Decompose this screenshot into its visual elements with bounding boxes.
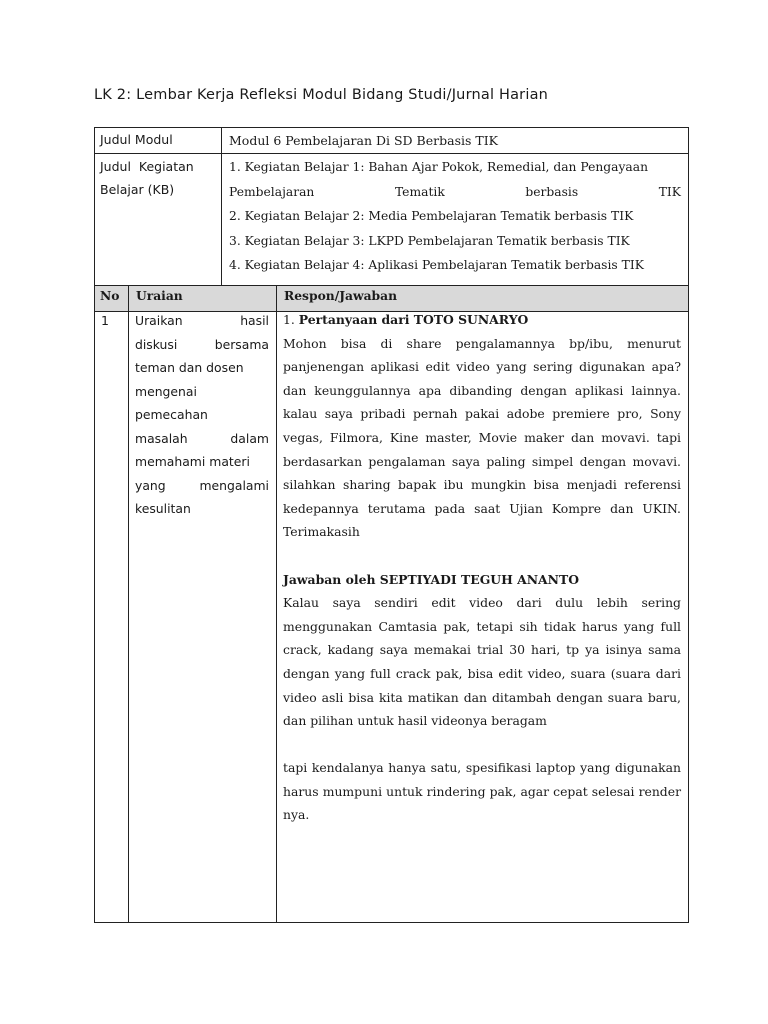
- uraian-line: [135, 309, 269, 333]
- kb-word: Tematik: [394, 184, 445, 199]
- uraian-word: bersama: [214, 336, 269, 352]
- uraian-line: [135, 427, 269, 451]
- kb-item-1-text: 1. Kegiatan Belajar 1: Bahan Ajar Pokok, Remedial, dan Pengayaan: [229, 160, 649, 174]
- judul-kb-label-line2: Belajar (KB): [100, 182, 175, 197]
- question-text: Mohon bisa di share pengalamannya bp/ibu, menurut panjenengan aplikasi edit video yang sering digunakan apa? dan keunggulannya apa dibanding dengan aplikasi lainnya. kalau saya pribadi pernah pakai adobe premiere pro, Sony vegas, Filmora, Kine master, Movie maker dan movavi. tapi berdasarkan pengalaman saya paling simpel dengan movavi. silahkan sharing bapak ibu mungkin bisa menjadi referensi kedepannya terutama pada saat Ujian Kompre dan UKIN. Terimakasih: [283, 335, 681, 540]
- kb-item-4: 4. Kegiatan Belajar 4: Aplikasi Pembelajaran Tematik berbasis TIK: [229, 258, 644, 272]
- document-title: LK 2: Lembar Kerja Refleksi Modul Bidang Studi/Jurnal Harian: [94, 87, 549, 103]
- uraian-line: mengenai: [135, 383, 197, 399]
- table-divider-no: [128, 285, 129, 923]
- question-number: 1.: [283, 312, 295, 327]
- uraian-word: mengalami: [199, 477, 269, 493]
- uraian-word: diskusi: [135, 336, 178, 352]
- judul-kb-label: [100, 155, 216, 201]
- uraian-word: yang: [135, 477, 166, 493]
- uraian-word: masalah: [135, 430, 188, 446]
- uraian-line: [135, 333, 269, 357]
- table-border-top: [94, 127, 689, 128]
- uraian-word: Uraikan: [135, 313, 183, 328]
- row-number: 1: [101, 313, 109, 328]
- uraian-line: kesulitan: [135, 501, 191, 516]
- table-border-right: [688, 127, 689, 923]
- table-border-row1: [94, 153, 689, 154]
- kb-list: [229, 155, 681, 278]
- answer-title: Jawaban oleh SEPTIYADI TEGUH ANANTO: [283, 571, 579, 587]
- spacer: [283, 544, 681, 568]
- uraian-line: [135, 474, 269, 498]
- uraian-line: pemecahan: [135, 407, 208, 422]
- answer-text: Kalau saya sendiri edit video dari dulu lebih sering menggunakan Camtasia pak, tetapi sih tidak harus yang full crack, kadang saya memakai trial 30 hari, tp ya isinya sama dengan yang full crack pak, bisa edit video, suara (suara dari video asli bisa kita matikan dan ditambah dengan suara baru, dan pilihan untuk hasil videonya beragam: [283, 595, 681, 729]
- header-uraian: Uraian: [136, 288, 183, 303]
- kb-word: berbasis: [525, 184, 579, 199]
- header-no: No: [100, 288, 120, 303]
- judul-kb-label-line1: Judul Kegiatan: [100, 159, 194, 174]
- uraian-line: teman dan dosen: [135, 360, 244, 375]
- response-cell: [283, 308, 681, 827]
- uraian-cell: [135, 309, 269, 521]
- kb-item-1-continuation: [229, 180, 681, 205]
- table-border-bottom: [94, 922, 689, 923]
- uraian-word: hasil: [240, 313, 269, 328]
- kb-word: Pembelajaran: [229, 184, 315, 199]
- question-heading: [283, 308, 681, 332]
- table-divider-uraian: [276, 285, 277, 923]
- uraian-line: memahami materi: [135, 454, 250, 469]
- uraian-word: dalam: [230, 430, 269, 446]
- kb-word: TIK: [658, 184, 681, 199]
- question-title: Pertanyaan dari TOTO SUNARYO: [298, 312, 529, 327]
- kb-item-3: 3. Kegiatan Belajar 3: LKPD Pembelajaran Tematik berbasis TIK: [229, 233, 630, 248]
- judul-modul-value: Modul 6 Pembelajaran Di SD Berbasis TIK: [229, 133, 498, 148]
- answer-text-2: tapi kendalanya hanya satu, spesifikasi laptop yang digunakan harus mumpuni untuk rindering pak, agar cepat selesai render nya.: [283, 760, 681, 823]
- table-divider-label: [221, 127, 222, 285]
- judul-modul-label: Judul Modul: [100, 132, 173, 147]
- spacer: [283, 733, 681, 757]
- kb-item-2: 2. Kegiatan Belajar 2: Media Pembelajaran Tematik berbasis TIK: [229, 209, 634, 223]
- table-border-row2: [94, 285, 689, 286]
- table-border-left: [94, 127, 95, 923]
- header-respon: Respon/Jawaban: [284, 288, 398, 303]
- kb-item-1: [229, 155, 681, 180]
